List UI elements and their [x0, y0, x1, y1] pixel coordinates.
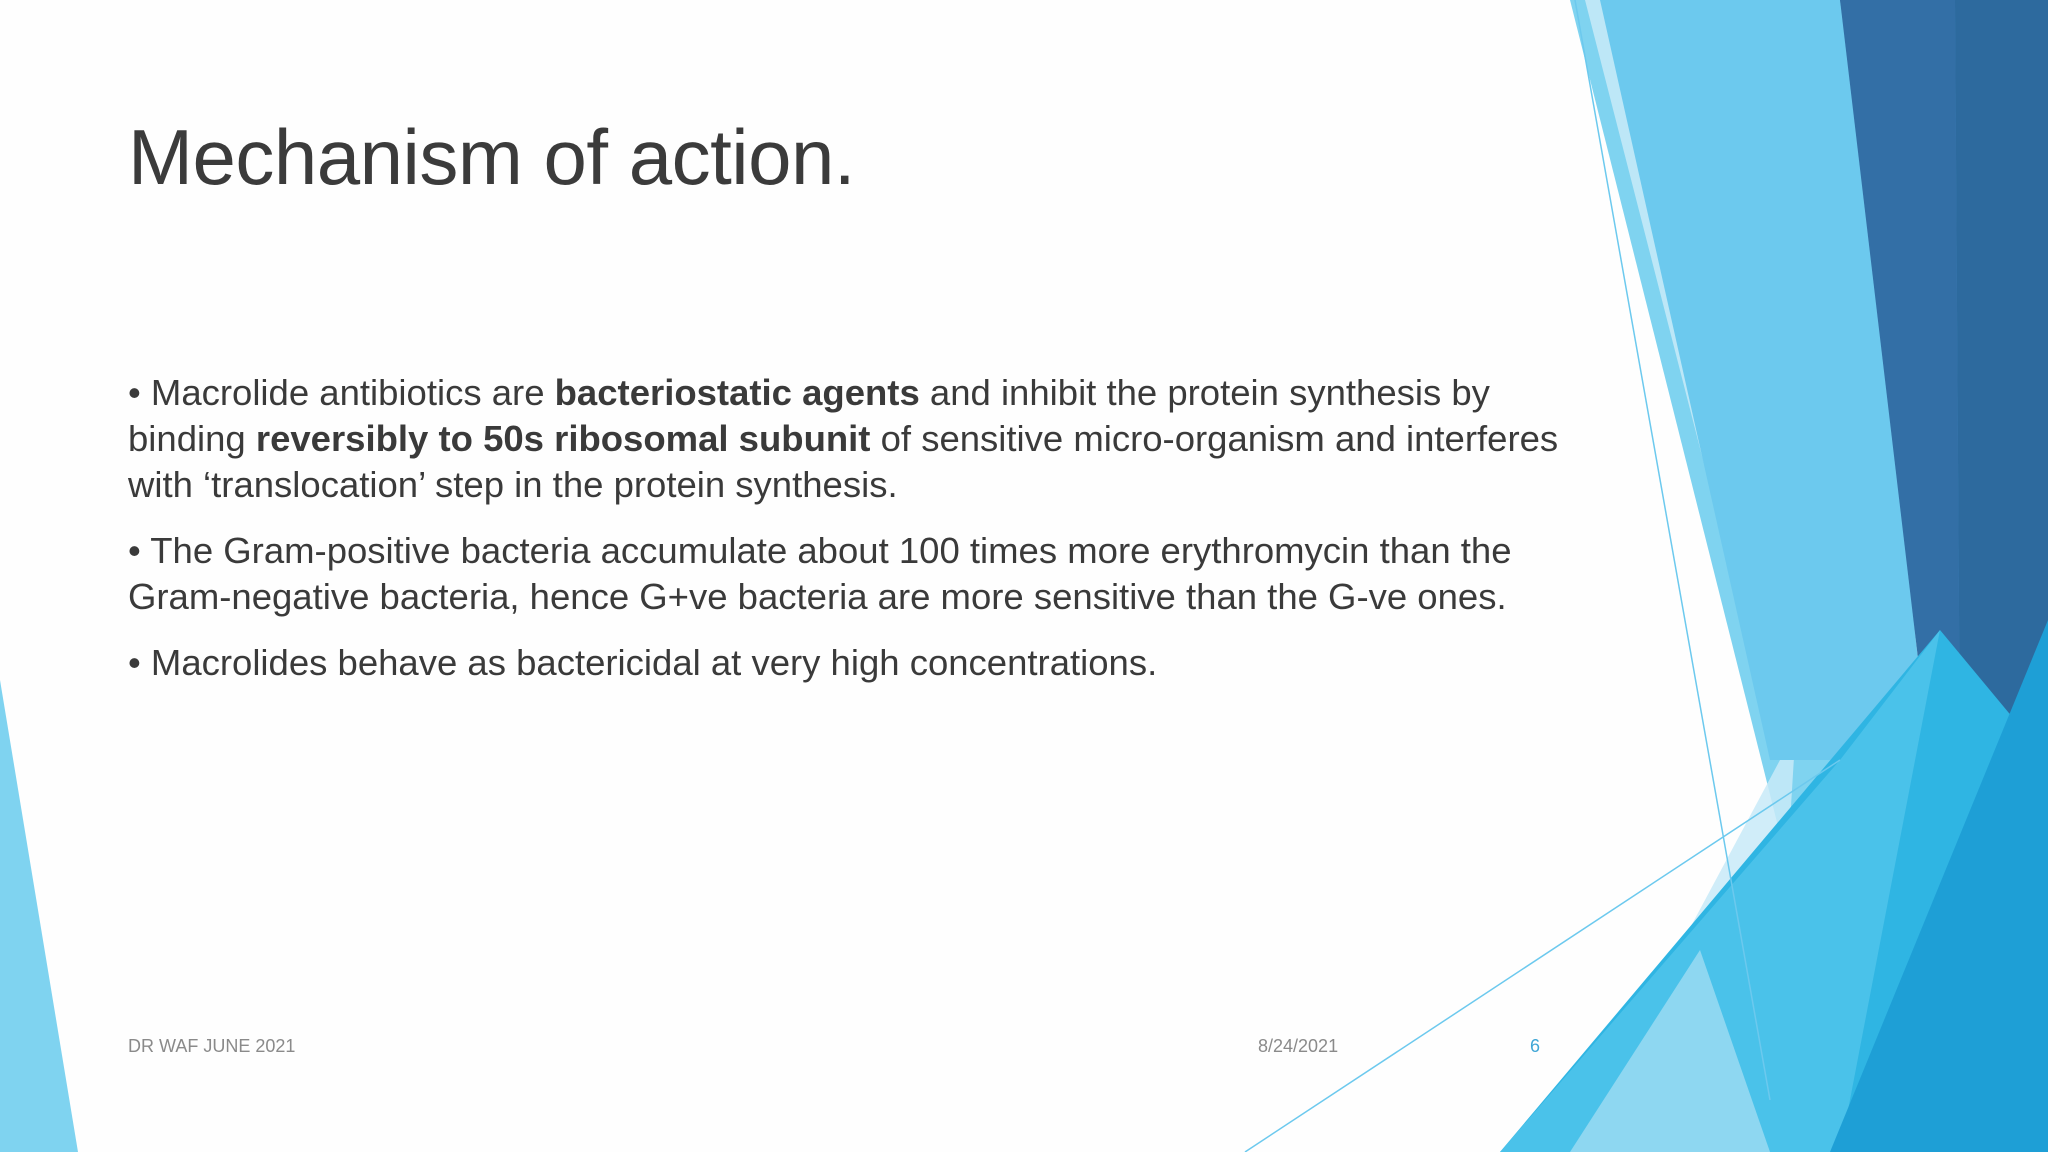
slide-body — [128, 370, 1568, 706]
bullet-gram-positive: • The Gram-positive bacteria accumulate about 100 times more erythromycin than the Gram-negative bacteria, hence G+ve bacteria are more sensitive than the G-ve ones. — [128, 530, 1512, 617]
bullet-bactericidal: • Macrolides behave as bactericidal at very high concentrations. — [128, 642, 1158, 683]
bullet-1-text-c: of sensitive micro-organism and interferes with ‘translocation’ step in the protein synthesis. — [128, 418, 1559, 505]
left-accent-triangle — [0, 680, 78, 1152]
bullet-1-bold-b: reversibly to 50s ribosomal subunit — [255, 418, 871, 459]
slide-number: 6 — [1530, 1036, 1541, 1056]
right-navy-band — [1955, 0, 2048, 760]
slide-title: Mechanism of action. — [128, 113, 856, 201]
footer-author: DR WAF JUNE 2021 — [128, 1036, 296, 1056]
bullet-1-text-a: • Macrolide antibiotics are — [128, 372, 555, 413]
bullet-1-bold-a: bacteriostatic agents — [554, 372, 920, 413]
bullet-1-text-b: and inhibit the protein synthesis by binding — [128, 372, 1490, 459]
bullet-mechanism — [128, 370, 1568, 508]
footer-date: 8/24/2021 — [1258, 1036, 1339, 1056]
